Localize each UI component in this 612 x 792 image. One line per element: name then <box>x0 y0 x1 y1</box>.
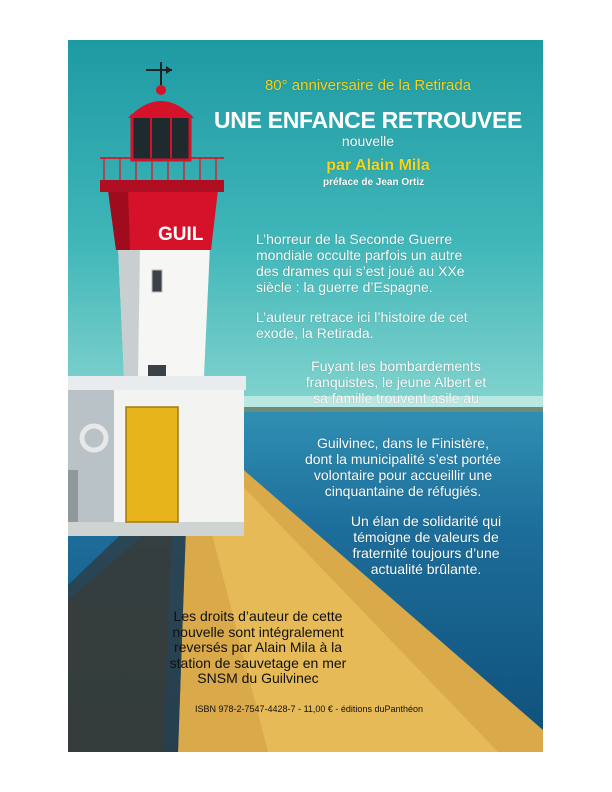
paragraph-1-line: siècle : la guerre d’Espagne. <box>256 279 433 295</box>
paragraph-3-line: franquistes, le jeune Albert et <box>305 374 487 390</box>
building-drain <box>68 470 78 522</box>
paragraph-1-line: des drames qui s’est joué au XXe <box>256 263 465 279</box>
anniversary-line: 80° anniversaire de la Retirada <box>264 77 472 94</box>
paragraph-4-line: cinquantaine de réfugiés. <box>324 483 482 499</box>
rights-line: station de sauvetage en mer <box>169 654 347 671</box>
book-title: UNE ENFANCE RETROUVEE <box>213 107 523 133</box>
paragraph-4-line: Guilvinec, dans le Finistère, <box>317 435 489 451</box>
author-line: par Alain Mila <box>326 157 430 174</box>
tower-shade <box>118 246 140 376</box>
lantern-room <box>132 116 190 160</box>
lantern-dome <box>128 101 194 118</box>
dome-ball <box>156 85 166 95</box>
paragraph-1 <box>256 231 516 295</box>
paragraph-4-line: dont la municipalité s’est portée <box>304 451 502 467</box>
paragraph-4-line: volontaire pour accueillir une <box>313 467 493 483</box>
paragraph-5-line: témoigne de valeurs de <box>353 529 499 545</box>
tower-window <box>152 270 162 292</box>
paragraph-2 <box>256 309 526 341</box>
isbn-line: ISBN 978-2-7547-4428-7 - 11,00 € - éditions duPanthéon <box>195 704 423 714</box>
yellow-door <box>126 407 178 522</box>
gallery-deck <box>100 180 224 192</box>
paragraph-5 <box>326 513 526 577</box>
paragraph-3-line: sa famille trouvent asile au <box>313 390 479 406</box>
paragraph-3-line: Fuyant les bombardements <box>311 358 481 374</box>
preface-line: préface de Jean Ortiz <box>323 177 425 188</box>
paragraph-2-line: L’auteur retrace ici l’histoire de cet <box>256 309 468 325</box>
paragraph-5-line: fraternité toujours d’une <box>352 545 500 561</box>
lighthouse-sign: GUIL <box>158 224 204 245</box>
tower-red-shade <box>108 190 130 250</box>
rights-line: nouvelle sont intégralement <box>172 623 344 640</box>
paragraph-2-line: exode, la Retirada. <box>256 325 374 341</box>
paragraph-1-line: L’horreur de la Seconde Guerre <box>256 231 453 247</box>
rights-line: reversés par Alain Mila à la <box>173 639 343 655</box>
rights-line: SNSM du Guilvinec <box>197 670 319 686</box>
building-roof <box>68 376 246 390</box>
paragraph-4 <box>278 435 528 499</box>
rights-notice <box>153 609 363 687</box>
paragraph-1-line: mondiale occulte parfois un autre <box>256 247 463 263</box>
building-base <box>68 522 244 536</box>
genre-label: nouvelle <box>341 133 395 149</box>
tower-lower-window <box>148 365 166 376</box>
book-cover <box>68 40 543 752</box>
paragraph-3 <box>276 358 516 406</box>
paragraph-5-line: Un élan de solidarité qui <box>350 513 502 529</box>
rights-line: Les droits d’auteur de cette <box>173 608 343 624</box>
paragraph-5-line: actualité brûlante. <box>370 561 482 577</box>
